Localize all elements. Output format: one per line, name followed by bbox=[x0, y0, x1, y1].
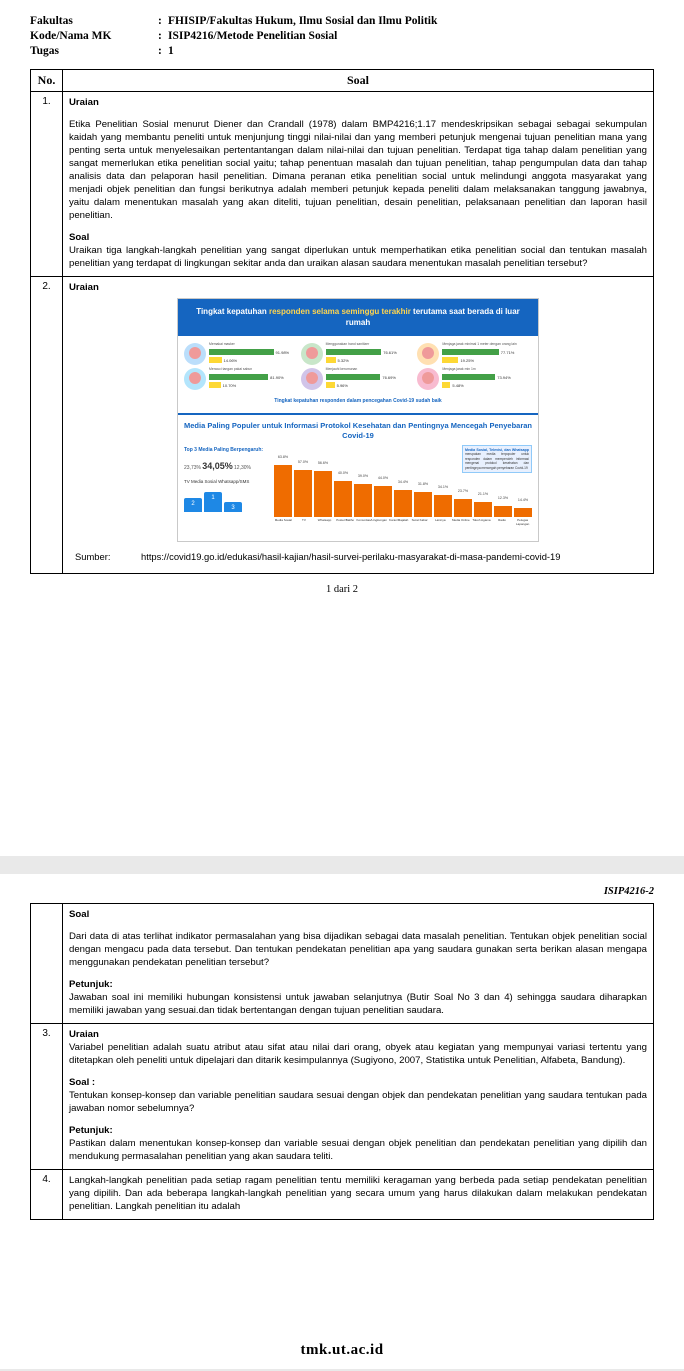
meta-colon: : bbox=[158, 45, 162, 57]
column-value: 56.6% bbox=[317, 461, 329, 465]
media-sub-3: Whatsapp/SMS bbox=[218, 479, 250, 484]
podium-place-2: 2 bbox=[184, 498, 202, 512]
category-label: TV bbox=[301, 518, 306, 522]
podium bbox=[184, 492, 270, 512]
column-bar bbox=[394, 490, 412, 517]
bar-value: 77.71% bbox=[500, 349, 515, 355]
infographic-top-footer: Tingkat kepatuhan responden dalam pencegahan Covid-19 sudah baik bbox=[274, 398, 442, 404]
category-label: Radio bbox=[498, 518, 506, 522]
media-sub-2: Media Sosial bbox=[191, 479, 217, 484]
bar-fill bbox=[326, 374, 381, 380]
source-label: Sumber: bbox=[75, 551, 111, 562]
meta-row-fakultas bbox=[30, 14, 654, 29]
bar-value: 19.25% bbox=[460, 357, 475, 363]
column-value: 40.0% bbox=[337, 471, 349, 475]
row-number bbox=[31, 904, 63, 1024]
bar-fill-secondary bbox=[326, 357, 336, 363]
bar-value: 5.96% bbox=[336, 382, 348, 388]
bar-fill-secondary bbox=[326, 382, 335, 388]
bar-fill bbox=[209, 349, 274, 355]
row-content-1 bbox=[63, 92, 654, 277]
column-bar bbox=[494, 506, 512, 517]
bar-cell bbox=[301, 367, 416, 390]
item-type-label: Uraian bbox=[69, 1029, 99, 1040]
bar-value: 14.06% bbox=[223, 357, 238, 363]
category-label: Media Online bbox=[452, 518, 470, 522]
column-value: 44.0% bbox=[377, 476, 389, 480]
column-bar bbox=[354, 484, 372, 517]
infographic-bottom-card bbox=[178, 413, 538, 541]
bar-caption: Menjaga jarak minimal 1 meter dengan orang lain bbox=[442, 342, 517, 346]
bar-caption: Menjaga jarak min 1m bbox=[442, 367, 476, 371]
bar-line bbox=[209, 382, 299, 388]
soal-table-page2 bbox=[30, 903, 654, 1220]
page-footer-1: 1 dari 2 bbox=[325, 584, 359, 595]
bar-line bbox=[442, 349, 532, 355]
bar-caption: Menjauhi kerumunan bbox=[325, 367, 358, 371]
soal-text: Uraikan tiga langkah-langkah penelitian yang sangat diperlukan untuk memperhatikan etika penelitian social dan tentukan masalah penelitian yang terdapat di lingkungan sekitar anda dan uraikan alasan saudara menentukan masalah penelitian tersebut? bbox=[69, 245, 647, 269]
person-icon bbox=[184, 343, 206, 365]
bar-caption: Mencuci tangan pakai sabun bbox=[209, 367, 253, 371]
chart-column bbox=[314, 457, 332, 517]
meta-colon: : bbox=[158, 30, 162, 42]
bar-cell bbox=[301, 342, 416, 365]
column-header-soal: Soal bbox=[69, 909, 90, 920]
bar-value: 76.61% bbox=[383, 349, 397, 355]
top-media-label: Top 3 Media Paling Berpengaruh: bbox=[184, 447, 264, 453]
media-sub-1: TV bbox=[184, 479, 190, 484]
media-value-3: 12,30% bbox=[234, 465, 251, 471]
barset bbox=[326, 342, 416, 365]
bar-fill-secondary bbox=[209, 357, 222, 363]
column-value: 31.8% bbox=[417, 482, 429, 486]
chart-column bbox=[354, 470, 372, 517]
bar-value: 73.94% bbox=[497, 374, 511, 380]
infographic-bottom-body bbox=[184, 447, 532, 533]
legend-title: Media Sosial, Televisi, dan Whatsapp bbox=[465, 448, 529, 452]
column-bar bbox=[434, 495, 452, 517]
column-value: 23.7% bbox=[457, 489, 469, 493]
table-row bbox=[31, 1024, 654, 1170]
column-header-no: No. bbox=[31, 70, 63, 92]
person-icon bbox=[417, 368, 439, 390]
meta-value-tugas: 1 bbox=[168, 45, 174, 57]
bar-fill-secondary bbox=[442, 382, 450, 388]
item-paragraph: Dari data di atas terlihat indikator permasalahan yang bisa dijadikan sebagai data masalah penelitian. Tentukan objek penelitian social dengan mengacu pada data tersebut. Dan tentukan pendekatan penelitian apa yang saudara gunakan serta berikan alasan mengapa menggunakan pendekatan penelitian tersebut? bbox=[69, 931, 647, 968]
barset bbox=[209, 367, 299, 390]
category-label: Surat Kabar bbox=[411, 518, 428, 522]
infographic-bottom-title: Media Paling Populer untuk Informasi Protokol Kesehatan dan Pentingnya Mencegah Penyebaran Covid-19 bbox=[184, 421, 532, 440]
chart-column bbox=[274, 451, 292, 517]
meta-row-kode-nama-mk bbox=[30, 29, 654, 44]
row-content-4 bbox=[63, 1170, 654, 1220]
column-value: 21.1% bbox=[477, 492, 489, 496]
meta-label-fakultas: Fakultas bbox=[30, 15, 73, 27]
barset bbox=[442, 342, 532, 365]
table-row bbox=[31, 904, 654, 1024]
title-part-1: Tingkat kepatuhan bbox=[196, 307, 267, 316]
person-icon bbox=[184, 368, 206, 390]
item-type-label: Uraian bbox=[69, 282, 99, 293]
survey-infographic bbox=[177, 298, 539, 542]
column-bar bbox=[314, 471, 332, 517]
bar-value: 81.90% bbox=[270, 374, 284, 380]
barset bbox=[209, 342, 299, 365]
category-label: Tokoh Agama bbox=[472, 518, 491, 522]
infographic-top-title bbox=[178, 299, 538, 336]
podium-place-3: 3 bbox=[224, 502, 242, 512]
infographic-top-card bbox=[178, 299, 538, 413]
soal-label: Soal bbox=[69, 232, 90, 243]
source-url: https://covid19.go.id/edukasi/hasil-kajian/hasil-survei-perilaku-masyarakat-di-masa-pandemi-covid-19 bbox=[141, 551, 561, 562]
bar-cell bbox=[417, 367, 532, 390]
chart-column bbox=[514, 494, 532, 517]
barset bbox=[326, 367, 416, 390]
chart-column bbox=[414, 478, 432, 517]
column-value: 57.0% bbox=[297, 460, 309, 464]
bar-caption: Menggunakan hand sanitizer bbox=[325, 342, 370, 346]
bar-cell bbox=[184, 367, 299, 390]
compliance-bars-grid bbox=[178, 336, 538, 392]
bar-line bbox=[209, 349, 299, 355]
bar-cell bbox=[184, 342, 299, 365]
top-media-values bbox=[184, 460, 270, 475]
chart-column bbox=[454, 485, 472, 517]
chart-legend bbox=[462, 445, 532, 473]
bar-line bbox=[326, 382, 416, 388]
row-number: 1. bbox=[31, 92, 63, 277]
meta-value-fakultas: FHISIP/Fakultas Hukum, Ilmu Sosial dan Ilmu Politik bbox=[168, 15, 438, 27]
meta-row-tugas bbox=[30, 44, 654, 59]
column-bar bbox=[414, 492, 432, 517]
category-label: Media Sosial bbox=[274, 518, 292, 522]
chart-category-labels bbox=[274, 518, 532, 526]
person-icon bbox=[301, 368, 323, 390]
bar-fill-secondary bbox=[209, 382, 221, 388]
column-bar bbox=[454, 499, 472, 517]
chart-column bbox=[494, 492, 512, 517]
barset bbox=[442, 367, 532, 390]
chart-column bbox=[434, 481, 452, 517]
bar-fill bbox=[326, 349, 382, 355]
document-page-2 bbox=[0, 874, 684, 1334]
item-paragraph: Etika Penelitian Sosial menurut Diener dan Crandall (1978) dalam BMP4216;1.17 mendeskripsikan sebagai sebagai sekumpulan kaidah yang membantu peneliti untuk menjunjung tinggi nilai-nilai dan yang memberi petunjuk mengenai tujuan penelitian mana yang penting serta untuk menyelesaikan pertentantangan dalam nilai-nilai dan tujuan penelitian. Terdapat tiga tahap dalam penelitian yang sangat memerlukan etika penelitian social yaitu; tahap penentuan masalah dan tujuan penelitian, tahap pengumpulan data dan tahap analisis data dan pelaporan hasil penelitian. Dimana peranan etika penelitian social untuk melindungi anggota masyarakat yang menjadi objek penelitian dan fungsi berikutnya adalah memberi petunjuk kepada peneliti dalam melaksanakan tanggung jawabnya, yaitu dalam menentukan masalah yang akan diteliti, tujuan penelitian, desain penelitian, pelaksanaan penelitian dan laporan hasil penelitian. bbox=[69, 119, 647, 221]
site-footer: tmk.ut.ac.id bbox=[0, 1334, 684, 1369]
item-paragraph: Langkah-langkah penelitian pada setiap ragam penelitian tentu memiliki keragaman yang berbeda pada setiap pendekatan penelitian yang dipilih. Dan ada beberapa langkah-langkah penelitian yang secara umum yang harus dilakukan dalam melakukan pendekatan penelitian. Langkah penelitian itu adalah bbox=[69, 1175, 647, 1212]
column-header-soal: Soal bbox=[63, 70, 654, 92]
meta-colon: : bbox=[158, 15, 162, 27]
category-label: Koran/Majalah bbox=[388, 518, 409, 522]
column-bar bbox=[474, 502, 492, 517]
table-row bbox=[31, 92, 654, 277]
document-meta bbox=[30, 14, 654, 59]
chart-column bbox=[294, 456, 312, 517]
column-bar bbox=[274, 465, 292, 517]
bar-value: 5.32% bbox=[337, 357, 349, 363]
bar-caption: Memakai masker bbox=[209, 342, 235, 346]
row-number: 2. bbox=[31, 277, 63, 574]
page-fade bbox=[0, 1320, 684, 1334]
column-bar bbox=[334, 481, 352, 517]
row-content-2 bbox=[63, 277, 654, 574]
bar-fill bbox=[209, 374, 268, 380]
meta-value-kode-nama-mk: ISIP4216/Metode Penelitian Sosial bbox=[168, 30, 338, 42]
soal-label: Soal : bbox=[69, 1077, 96, 1088]
bar-value: 91.98% bbox=[275, 349, 290, 355]
bar-line bbox=[326, 357, 416, 363]
column-value: 34.1% bbox=[437, 485, 449, 489]
column-value: 34.4% bbox=[397, 480, 409, 484]
soal-table bbox=[30, 69, 654, 574]
petunjuk-text: Pastikan dalam menentukan konsep-konsep dan variable sesuai dengan objek penelitian dan pendekatan penelitian yang dipilih dan mendukung permasalahan penelitian yang akan saudara teliti. bbox=[69, 1138, 647, 1162]
meta-label-tugas: Tugas bbox=[30, 45, 59, 57]
figure-container bbox=[69, 298, 647, 542]
column-value: 63.8% bbox=[277, 455, 289, 459]
title-part-2: terutama saat berada di luar rumah bbox=[345, 307, 520, 327]
category-label: Petugas Lapangan bbox=[516, 518, 530, 526]
source-line bbox=[69, 542, 647, 567]
bar-fill-secondary bbox=[442, 357, 458, 363]
item-type-label: Uraian bbox=[69, 97, 99, 108]
column-value: 14.4% bbox=[517, 498, 529, 502]
bar-value: 10.70% bbox=[222, 382, 237, 388]
title-part-highlight: responden selama seminggu terakhir bbox=[268, 307, 411, 316]
page-separator bbox=[0, 856, 684, 874]
row-number: 4. bbox=[31, 1170, 63, 1220]
media-bar-chart bbox=[274, 447, 532, 533]
bar-value: 76.69% bbox=[382, 374, 396, 380]
chart-column bbox=[374, 472, 392, 517]
item-paragraph: Variabel penelitian adalah suatu atribut atau sifat atau nilai dari orang, obyek atau kegiatan yang mempunyai variasi tertentu yang ditetapkan oleh peneliti untuk dipelajari dan ditarik kesimpulannya (Sugiyono, 2007, Statistika untuk Penelitian, Alfabeta, Bandung). bbox=[69, 1042, 647, 1066]
bar-line bbox=[442, 357, 532, 363]
column-value: 39.0% bbox=[357, 474, 369, 478]
row-content-2b bbox=[63, 904, 654, 1024]
media-value-2: 23,73% bbox=[184, 465, 201, 471]
petunjuk-label: Petunjuk: bbox=[69, 1125, 113, 1136]
podium-place-1: 1 bbox=[204, 492, 222, 512]
bar-value: 5.48% bbox=[452, 382, 464, 388]
bar-cell bbox=[417, 342, 532, 365]
chart-column bbox=[334, 467, 352, 517]
petunjuk-text: Jawaban soal ini memiliki hubungan konsistensi untuk jawaban selanjutnya (Butir Soal No 3 dan 4) sehingga saudara diharapkan memiliki jawaban yang sesuai.dan tidak bertentangan dengan tujuan penelitian saudara. bbox=[69, 992, 647, 1016]
table-header-row bbox=[31, 70, 654, 92]
category-label: Komunitas/Lingkungan bbox=[356, 518, 387, 522]
row-content-3 bbox=[63, 1024, 654, 1170]
soal-text: Tentukan konsep-konsep dan variable penelitian saudara sesuai dengan objek dan pendekatan penelitian yang saudara tentukan pada jawaban nomor sebelumnya? bbox=[69, 1090, 647, 1114]
table-row bbox=[31, 1170, 654, 1220]
category-label: Poster/Baliho bbox=[336, 518, 355, 522]
column-bar bbox=[374, 486, 392, 517]
column-value: 12.3% bbox=[497, 496, 509, 500]
category-label: Whatsapp bbox=[317, 518, 332, 522]
chart-column bbox=[394, 476, 412, 517]
document-id: ISIP4216-2 bbox=[603, 886, 654, 897]
column-bar bbox=[294, 470, 312, 517]
petunjuk-label: Petunjuk: bbox=[69, 979, 113, 990]
bar-line bbox=[442, 382, 532, 388]
column-bar bbox=[514, 508, 532, 517]
legend-text: merupakan media terpopuler untuk responden dalam memperoleh informasi mengenai protokol kesehatan dan pentingnya mencegah penyebaran Covid-19 bbox=[465, 452, 529, 470]
row-number: 3. bbox=[31, 1024, 63, 1170]
media-value-1: 34,05% bbox=[202, 461, 233, 471]
chart-column bbox=[474, 488, 492, 517]
category-label: Lainnya bbox=[434, 518, 446, 522]
meta-label-kode-nama-mk: Kode/Nama MK bbox=[30, 30, 112, 42]
bar-fill bbox=[442, 374, 495, 380]
table-row bbox=[31, 277, 654, 574]
person-icon bbox=[301, 343, 323, 365]
person-icon bbox=[417, 343, 439, 365]
top-media-panel bbox=[184, 447, 270, 533]
top-media-sublabels bbox=[184, 475, 270, 488]
